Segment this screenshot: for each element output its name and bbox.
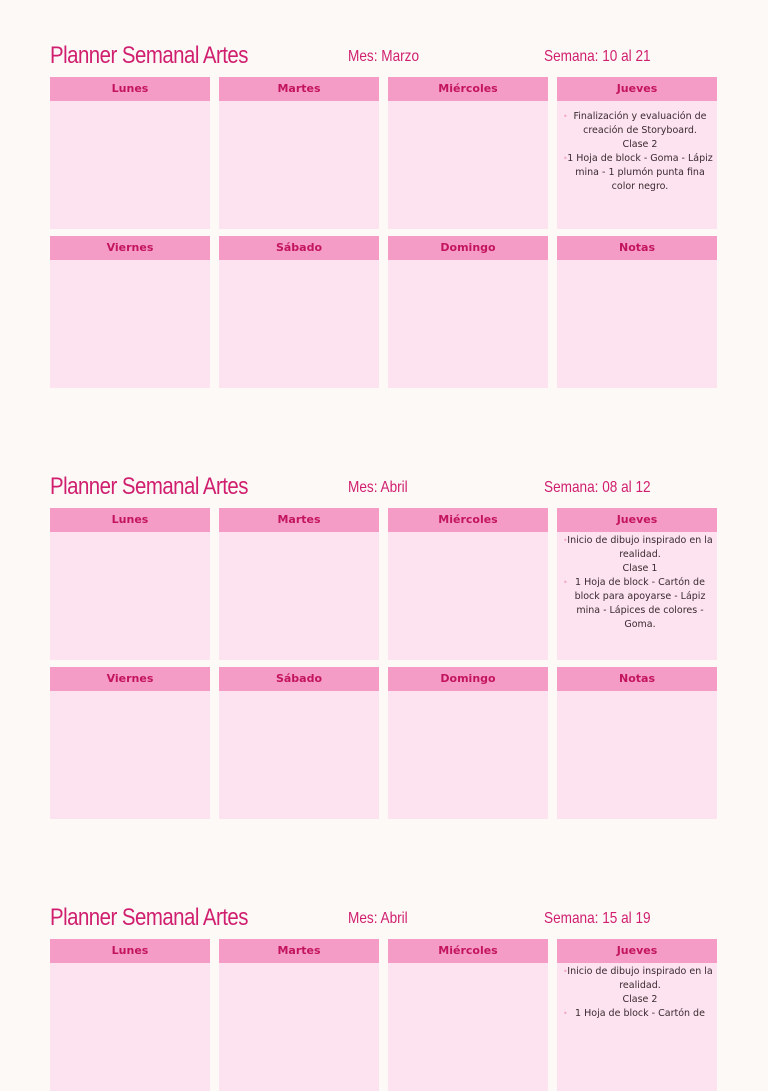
day-label: Notas	[557, 236, 717, 260]
day-label: Sábado	[219, 236, 379, 260]
day-body[interactable]	[388, 260, 548, 388]
day-cell-jueves[interactable]	[557, 939, 717, 1091]
weekly-planner-marzo	[50, 40, 718, 388]
day-body[interactable]	[388, 963, 548, 1091]
day-cell-miercoles[interactable]	[388, 508, 548, 660]
day-label: Lunes	[50, 939, 210, 963]
day-label: Notas	[557, 667, 717, 691]
day-body[interactable]	[557, 963, 717, 1091]
notes-cell[interactable]	[557, 236, 717, 388]
note-item: • Inicio de dibujo inspirado en la realidad.	[561, 534, 713, 562]
day-body[interactable]	[50, 260, 210, 388]
day-label: Martes	[219, 939, 379, 963]
day-label: Jueves	[557, 77, 717, 101]
day-label: Martes	[219, 77, 379, 101]
day-body[interactable]	[50, 532, 210, 660]
day-label: Sábado	[219, 667, 379, 691]
day-cell-domingo[interactable]	[388, 667, 548, 819]
planner-header	[50, 471, 718, 508]
planner-week: Semana: 10 al 21	[544, 48, 651, 65]
day-body[interactable]	[219, 691, 379, 819]
note-item: • Inicio de dibujo inspirado en la realidad.	[561, 965, 713, 993]
day-label: Domingo	[388, 667, 548, 691]
day-cell-martes[interactable]	[219, 939, 379, 1091]
day-body[interactable]	[557, 260, 717, 388]
day-cell-viernes[interactable]	[50, 236, 210, 388]
day-body[interactable]	[388, 101, 548, 229]
day-cell-jueves[interactable]	[557, 508, 717, 660]
day-cell-sabado[interactable]	[219, 236, 379, 388]
planner-title: Planner Semanal Artes	[50, 473, 248, 500]
day-body[interactable]	[557, 691, 717, 819]
note-item: • 1 Hoja de block - Goma - Lápiz mina - 1 plumón punta fina color negro.	[561, 152, 713, 194]
day-cell-domingo[interactable]	[388, 236, 548, 388]
day-cell-lunes[interactable]	[50, 939, 210, 1091]
planner-title: Planner Semanal Artes	[50, 42, 248, 69]
day-label: Miércoles	[388, 939, 548, 963]
day-label: Domingo	[388, 236, 548, 260]
day-body[interactable]	[50, 101, 210, 229]
jueves-notes-list	[561, 110, 713, 194]
day-cell-lunes[interactable]	[50, 77, 210, 229]
day-body[interactable]	[219, 532, 379, 660]
note-item: Clase 2	[622, 139, 658, 150]
day-label: Lunes	[50, 77, 210, 101]
day-label: Viernes	[50, 667, 210, 691]
planner-header	[50, 40, 718, 77]
day-cell-miercoles[interactable]	[388, 77, 548, 229]
day-body[interactable]	[219, 260, 379, 388]
day-body[interactable]	[219, 963, 379, 1091]
planner-header	[50, 902, 718, 939]
weekly-planner-abril-2	[50, 902, 718, 1091]
planner-week: Semana: 08 al 12	[544, 479, 651, 496]
day-cell-lunes[interactable]	[50, 508, 210, 660]
day-body[interactable]	[557, 532, 717, 660]
note-item: • Finalización y evaluación de creación de Storyboard.	[561, 110, 713, 138]
day-cell-sabado[interactable]	[219, 667, 379, 819]
note-item: • 1 Hoja de block - Cartón de	[561, 1007, 713, 1021]
day-cell-martes[interactable]	[219, 77, 379, 229]
week-grid	[50, 77, 718, 388]
day-cell-viernes[interactable]	[50, 667, 210, 819]
weekly-planner-abril-1	[50, 471, 718, 819]
planner-month: Mes: Abril	[348, 910, 408, 927]
planner-title: Planner Semanal Artes	[50, 904, 248, 931]
day-label: Jueves	[557, 508, 717, 532]
day-body[interactable]	[557, 101, 717, 229]
note-item: Clase 2	[622, 994, 658, 1005]
day-label: Martes	[219, 508, 379, 532]
day-cell-jueves[interactable]	[557, 77, 717, 229]
week-grid	[50, 508, 718, 819]
note-item: Clase 1	[622, 563, 658, 574]
day-cell-miercoles[interactable]	[388, 939, 548, 1091]
notes-cell[interactable]	[557, 667, 717, 819]
note-item: • 1 Hoja de block - Cartón de block para apoyarse - Lápiz mina - Lápices de colores - Goma.	[561, 576, 713, 632]
day-label: Lunes	[50, 508, 210, 532]
day-body[interactable]	[388, 532, 548, 660]
week-grid	[50, 939, 718, 1091]
day-label: Jueves	[557, 939, 717, 963]
jueves-notes-list	[561, 965, 713, 1021]
day-cell-martes[interactable]	[219, 508, 379, 660]
day-label: Miércoles	[388, 508, 548, 532]
day-body[interactable]	[50, 963, 210, 1091]
planner-week: Semana: 15 al 19	[544, 910, 651, 927]
planner-month: Mes: Abril	[348, 479, 408, 496]
day-body[interactable]	[219, 101, 379, 229]
day-label: Miércoles	[388, 77, 548, 101]
day-body[interactable]	[50, 691, 210, 819]
jueves-notes-list	[561, 534, 713, 632]
day-label: Viernes	[50, 236, 210, 260]
day-body[interactable]	[388, 691, 548, 819]
planner-month: Mes: Marzo	[348, 48, 420, 65]
